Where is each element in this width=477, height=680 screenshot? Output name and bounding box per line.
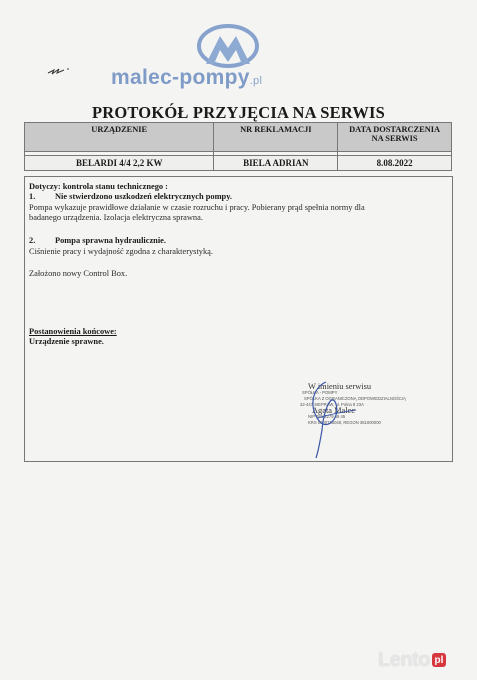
subject-line: Dotyczy: kontrola stanu technicznego :: [29, 182, 168, 191]
malec-pompy-logo-icon: [196, 24, 260, 68]
logo-wordmark: [111, 66, 371, 90]
stamp-line-4: NIP 681 2279 49 45: [308, 414, 346, 419]
item-1-text-line-2: badanego urządzenia. Izolacja elektryczna sprawna.: [29, 213, 203, 222]
item-1-text-line-1: Pompa wykazuje prawidłowe działanie w czasie rozruchu i pracy. Pobierany prąd spełnia normy dla: [29, 203, 365, 212]
cell-claim-number: BIELA ADRIAN: [214, 156, 338, 171]
item-2-text-line-1: Ciśnienie pracy i wydajność zgodna z charakterystyką.: [29, 247, 213, 256]
control-box-note: Założono nowy Control Box.: [29, 269, 128, 278]
logo-suffix: pompy: [179, 66, 250, 89]
final-provisions-heading: Postanowienia końcowe:: [29, 327, 117, 336]
header-device: URZĄDZENIE: [25, 123, 214, 152]
stamp-line-1: SPÓŁKA - POMPY: [302, 390, 338, 395]
header-delivery-date: DATA DOSTARCZENIA NA SERWIS: [338, 123, 452, 152]
watermark-badge: pl: [432, 653, 446, 667]
logo-tld: .pl: [249, 75, 263, 87]
final-provisions-text: Urządzenie sprawne.: [29, 337, 104, 346]
signature-name: Agata Malec: [312, 406, 356, 415]
signature-icon: [282, 378, 412, 460]
lento-watermark: [378, 648, 446, 672]
device-info-table: [24, 122, 452, 171]
logo-name: malec: [111, 66, 173, 89]
signature-caption: W imieniu serwisu: [308, 382, 372, 391]
cell-delivery-date: 8.08.2022: [338, 156, 452, 171]
stamp-line-5: KRS 0000745048, REGON 381000000: [308, 420, 381, 425]
logo-separator: -: [172, 66, 180, 89]
document-title: PROTOKÓŁ PRZYJĘCIA NA SERWIS: [91, 103, 386, 122]
stamp-line-2: SPÓŁKA Z OGRANICZONĄ ODPOWIEDZIALNOŚCIĄ: [304, 396, 406, 401]
watermark-text: Lento: [378, 648, 430, 671]
table-header-row: [25, 123, 452, 152]
cell-device: BELARDI 4/4 2,2 KW: [25, 156, 214, 171]
item-1-heading: 1. Nie stwierdzono uszkodzeń elektrycznych pompy.: [29, 192, 233, 201]
header-claim-number: NR REKLAMACJI: [214, 123, 338, 152]
company-stamp: [282, 378, 412, 460]
table-row: [25, 156, 452, 171]
stamp-line-3: 32-447 SIEPRAW, ul. Polna 8 23A: [300, 402, 364, 407]
item-2-heading: 2. Pompa sprawna hydraulicznie.: [29, 236, 166, 245]
pen-scribble-icon: [46, 64, 72, 78]
